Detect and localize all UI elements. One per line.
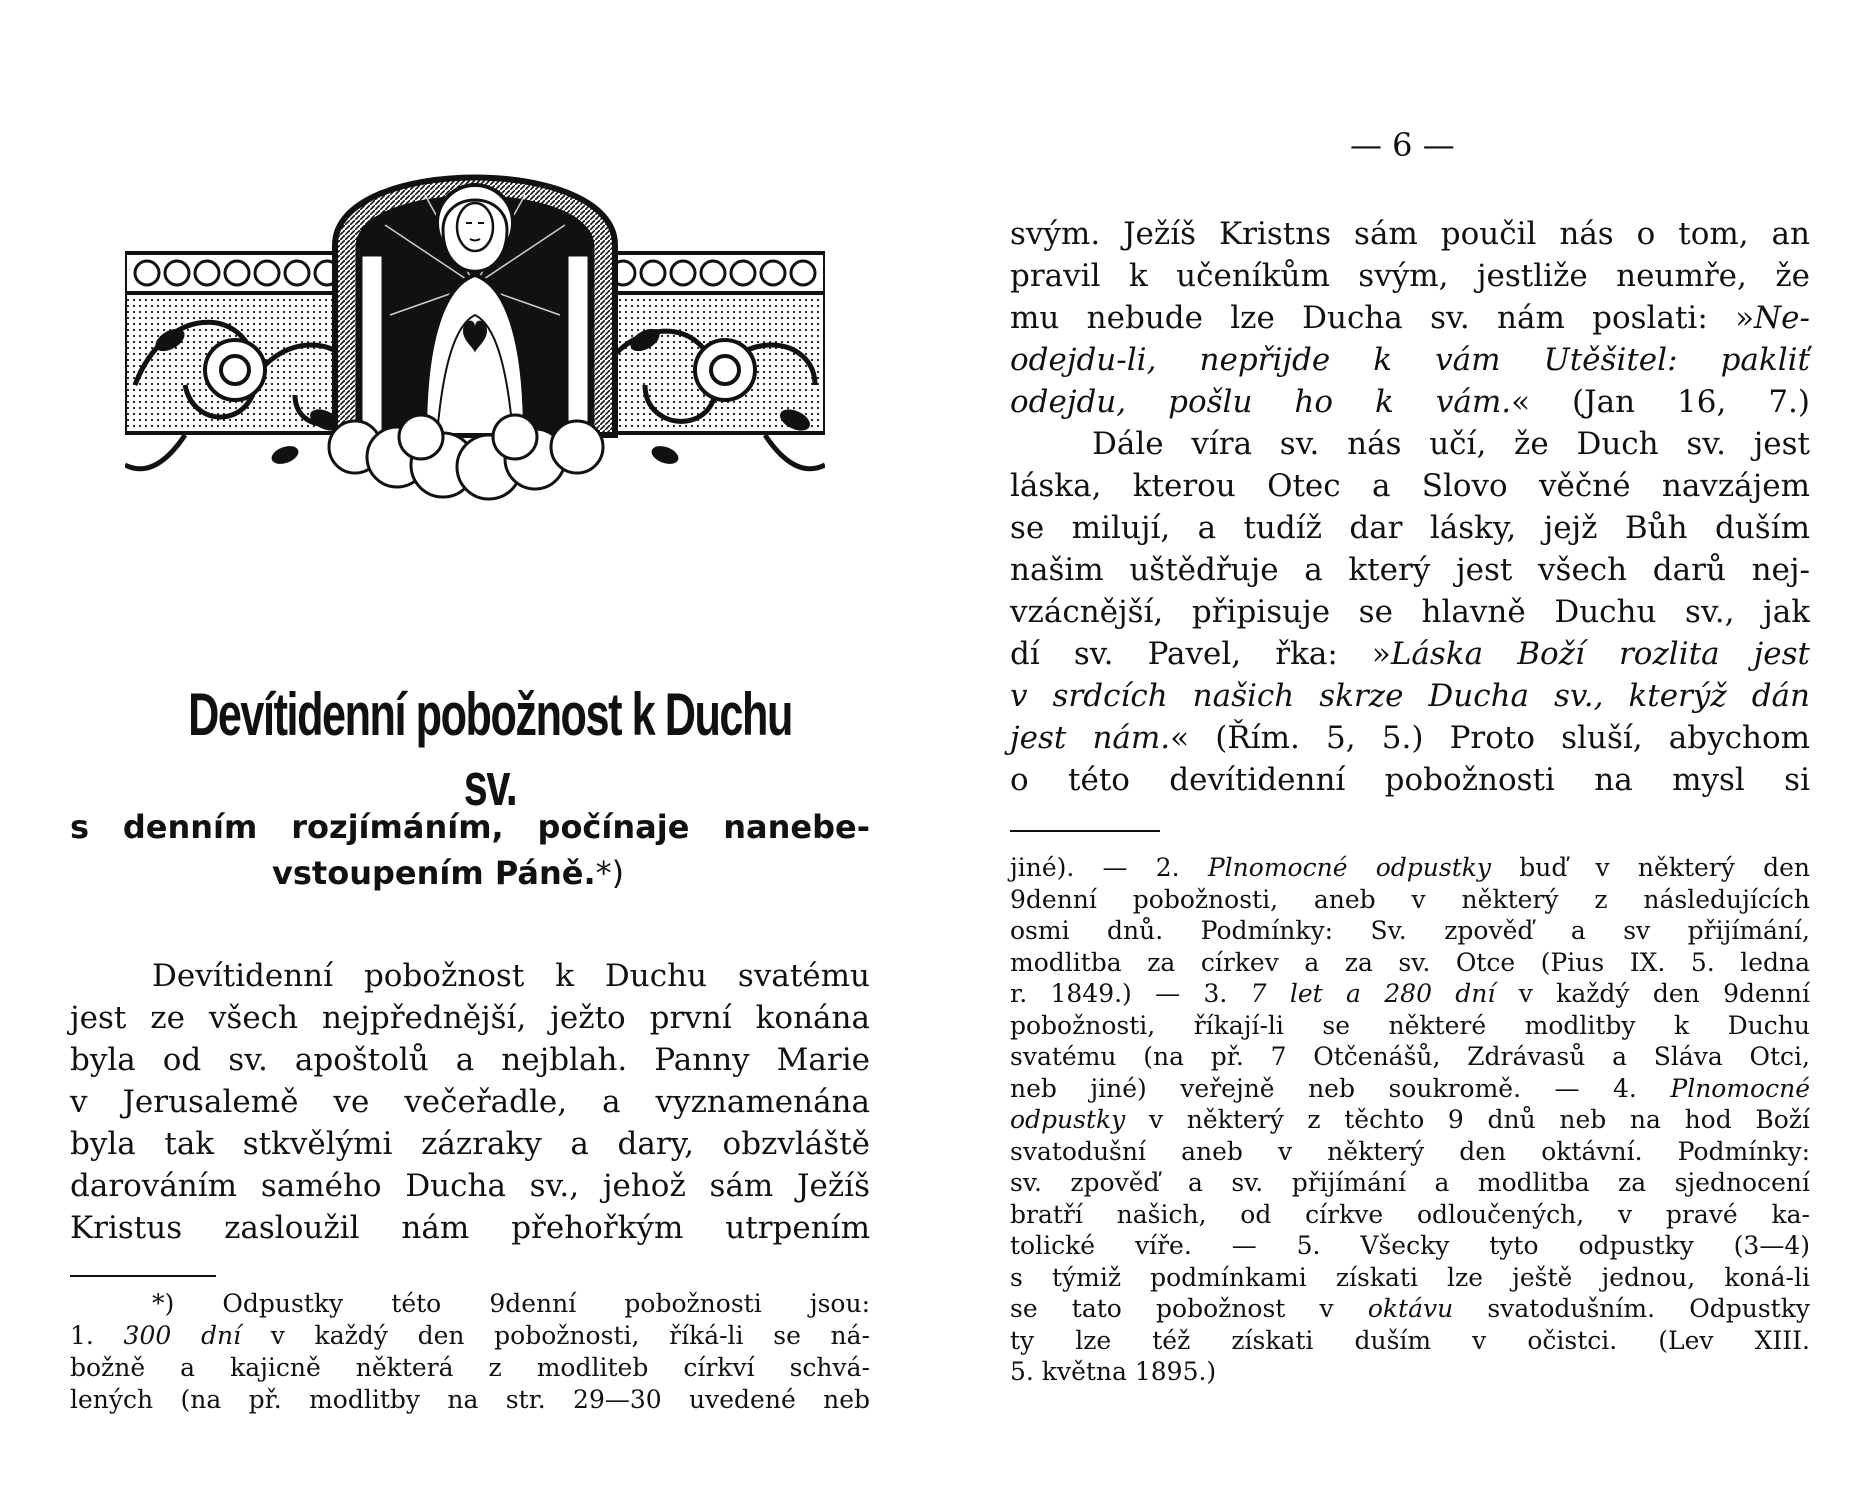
footnote-line: modlitba za církev a za sv. Otce (Pius IX. 5. ledna bbox=[1010, 947, 1810, 977]
text-line: našim uštědřuje a který jest všech darů nej- bbox=[1010, 552, 1810, 588]
footnote-left bbox=[70, 1288, 870, 1416]
footnote-text: jiné). — 2. bbox=[1010, 853, 1180, 882]
chapter-title: Devítidenní pobožnost k Duchu sv. bbox=[188, 681, 792, 818]
text-line bbox=[1010, 717, 1810, 759]
footnote-text: neb jiné) veřejně neb soukromě. — 4. bbox=[1010, 1073, 1637, 1103]
page-number: — 6 — bbox=[1350, 126, 1455, 164]
footnote-text: buď v některý den bbox=[1519, 853, 1810, 882]
quote-italic: v srdcích našich skrze Ducha sv., kterýž dán bbox=[1010, 678, 1810, 714]
text-line: láska, kterou Otec a Slovo věčné navzájem bbox=[1010, 468, 1810, 504]
body-paragraph-left bbox=[70, 955, 870, 1249]
footnote-line: sv. zpověď a sv. přijímání a modlitba za sjednocení bbox=[1010, 1168, 1810, 1197]
text-line: o této devítidenní pobožnosti na mysl si bbox=[1010, 762, 1810, 798]
footnote-line: ty lze též získati duším v očistci. (Lev XIII. bbox=[1010, 1325, 1810, 1355]
madonna-ornament-image bbox=[125, 135, 825, 505]
footnote-marker: *) bbox=[595, 854, 625, 892]
text-line: darováním samého Ducha sv., jehož sám Ježíš bbox=[70, 1168, 870, 1204]
subtitle-line-2 bbox=[70, 850, 870, 896]
footnote-line: s týmiž podmínkami získati lze ještě jednou, koná-li bbox=[1010, 1262, 1810, 1292]
text-line: se milují, a tudíž dar lásky, jejž Bůh duším bbox=[1010, 510, 1810, 546]
footnote-line: svatému (na př. 7 Otčenášů, Zdrávasů a Sláva Otci, bbox=[1010, 1042, 1810, 1071]
text-line bbox=[1010, 297, 1810, 339]
footnote-line: osmi dnů. Podmínky: Sv. zpověď a sv přijímání, bbox=[1010, 916, 1810, 945]
footnote-line: bratří našich, od církve odloučených, v pravé ka- bbox=[1010, 1199, 1810, 1229]
text-line: Kristus zasloužil nám přehořkým utrpením bbox=[70, 1210, 870, 1246]
footnote-line bbox=[1010, 1104, 1810, 1136]
footnote-divider bbox=[1010, 830, 1160, 832]
text-span: dí sv. Pavel, řka: » bbox=[1010, 636, 1391, 672]
footnote-text: v každý den 9denní bbox=[1518, 979, 1810, 1008]
footnote-text: v každý den pobožnosti, říká-li se ná- bbox=[270, 1321, 871, 1350]
footnote-text: v některý z těchto 9 dnů neb na hod Boží bbox=[1148, 1105, 1810, 1134]
quote-italic: odejdu-li, nepřijde k vám Utěšitel: pakliť bbox=[1010, 342, 1810, 378]
quote-italic: Láska Boží rozlita jest bbox=[1390, 636, 1810, 672]
footnote-italic: 300 dní bbox=[123, 1321, 242, 1350]
text-line: Devítidenní pobožnost k Duchu svatému bbox=[152, 958, 870, 994]
footnote-line: svatodušní aneb v některý den oktávní. Podmínky: bbox=[1010, 1136, 1810, 1166]
text-line bbox=[1010, 633, 1810, 675]
subtitle-line-1: s denním rozjímáním, počínaje nanebe- bbox=[70, 808, 870, 846]
text-span: mu nebude lze Ducha sv. nám poslati: » bbox=[1010, 300, 1755, 336]
text-line: pravil k učeníkům svým, jestliže neumře, že bbox=[1010, 258, 1810, 294]
quote-italic: Ne- bbox=[1754, 300, 1810, 336]
text-line: svým. Ježíš Kristns sám poučil nás o tom, an bbox=[1010, 216, 1810, 252]
text-line bbox=[1010, 675, 1810, 717]
quote-italic: jest nám. bbox=[1010, 720, 1171, 756]
quote-italic: odejdu, pošlu ho k vám. bbox=[1010, 384, 1512, 420]
text-line: byla tak stkvělými zázraky a dary, obzvláště bbox=[70, 1126, 870, 1162]
footnote-line bbox=[70, 1320, 870, 1352]
footnote-line: božně a kajicně některá z modliteb církví schvá- bbox=[70, 1353, 870, 1382]
text-line: jest ze všech nejpřednější, ježto první konána bbox=[70, 1000, 870, 1036]
text-line: Dále víra sv. nás učí, že Duch sv. jest bbox=[1092, 426, 1810, 462]
footnote-italic: Plnomocné bbox=[1670, 1073, 1810, 1103]
footnote-line: pobožnosti, říkají-li se některé modlitby k Duchu bbox=[1010, 1010, 1810, 1040]
footnote-line bbox=[1010, 1293, 1810, 1325]
text-line bbox=[1010, 381, 1810, 423]
text-line: byla od sv. apoštolů a nejblah. Panny Marie bbox=[70, 1042, 870, 1078]
footnote-right bbox=[1010, 852, 1810, 1388]
footnote-text: se tato pobožnost v bbox=[1010, 1294, 1334, 1323]
text-line: vzácnější, připisuje se hlavně Duchu sv., jak bbox=[1010, 594, 1810, 630]
subtitle bbox=[70, 804, 870, 896]
footnote-line bbox=[1010, 852, 1810, 884]
footnote-italic: 7 let a 280 dní bbox=[1250, 979, 1496, 1008]
footnote-divider bbox=[70, 1275, 216, 1277]
footnote-line bbox=[1010, 978, 1810, 1010]
footnote-line: *) Odpustky této 9denní pobožnosti jsou: bbox=[152, 1289, 870, 1318]
footnote-text: svatodušním. Odpustky bbox=[1487, 1294, 1810, 1323]
footnote-italic: oktávu bbox=[1367, 1294, 1454, 1323]
footnote-text: r. 1849.) — 3. bbox=[1010, 979, 1228, 1008]
subtitle-line-2-text: vstoupením Páně. bbox=[272, 854, 596, 892]
body-paragraph-right bbox=[1010, 213, 1810, 801]
text-span: « (Jan 16, 7.) bbox=[1511, 384, 1811, 420]
text-span: « (Řím. 5, 5.) Proto sluší, abychom bbox=[1170, 720, 1811, 756]
footnote-line: tolické víře. — 5. Všecky tyto odpustky (3—4) bbox=[1010, 1231, 1810, 1260]
text-line bbox=[1010, 339, 1810, 381]
text-line: v Jerusalemě ve večeřadle, a vyznamenána bbox=[70, 1084, 870, 1120]
footnote-line bbox=[1010, 1073, 1810, 1105]
footnote-line: 5. května 1895.) bbox=[1010, 1357, 1217, 1386]
footnote-line: lených (na př. modlitby na str. 29—30 uvedené neb bbox=[70, 1385, 870, 1414]
footnote-number: 1. bbox=[70, 1321, 94, 1350]
footnote-italic: Plnomocné odpustky bbox=[1207, 853, 1492, 882]
footnote-italic: odpustky bbox=[1010, 1105, 1126, 1134]
footnote-line: 9denní pobožnosti, aneb v některý z následujících bbox=[1010, 884, 1810, 914]
